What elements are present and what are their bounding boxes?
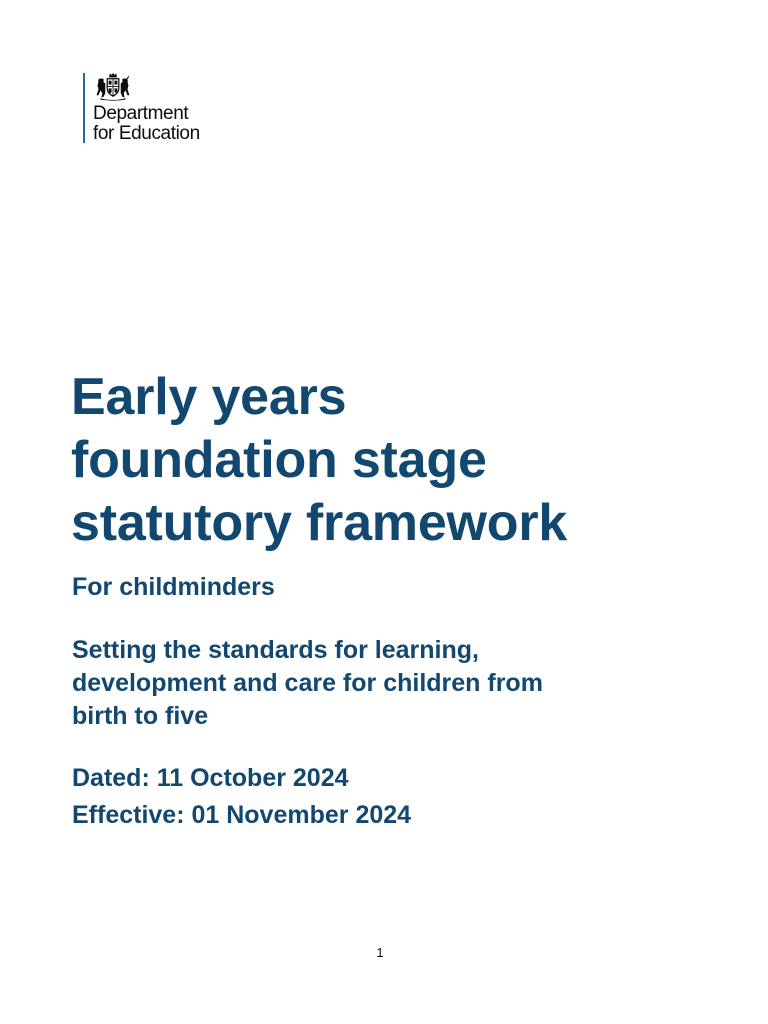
royal-coat-of-arms-icon	[94, 72, 132, 101]
document-title	[71, 366, 567, 555]
description-line: Setting the standards for learning,	[72, 636, 479, 664]
dated-line: Dated: 11 October 2024	[72, 764, 349, 792]
description-line: development and care for children from	[72, 669, 543, 697]
document-subtitle: For childminders	[72, 573, 275, 601]
description-line: birth to five	[72, 702, 209, 730]
logo-rule	[83, 73, 85, 143]
effective-date-line: Effective: 01 November 2024	[72, 801, 412, 829]
title-line: Early years	[71, 368, 347, 426]
page-number: 1	[376, 945, 384, 960]
logo-text-line2: for Education	[93, 123, 200, 144]
logo-text-line1: Department	[93, 103, 189, 124]
logo-inner	[93, 72, 200, 144]
logo-text	[93, 104, 200, 144]
document-description	[72, 634, 543, 733]
department-logo	[83, 72, 200, 144]
title-line: foundation stage	[71, 431, 487, 489]
title-line: statutory framework	[71, 494, 568, 552]
